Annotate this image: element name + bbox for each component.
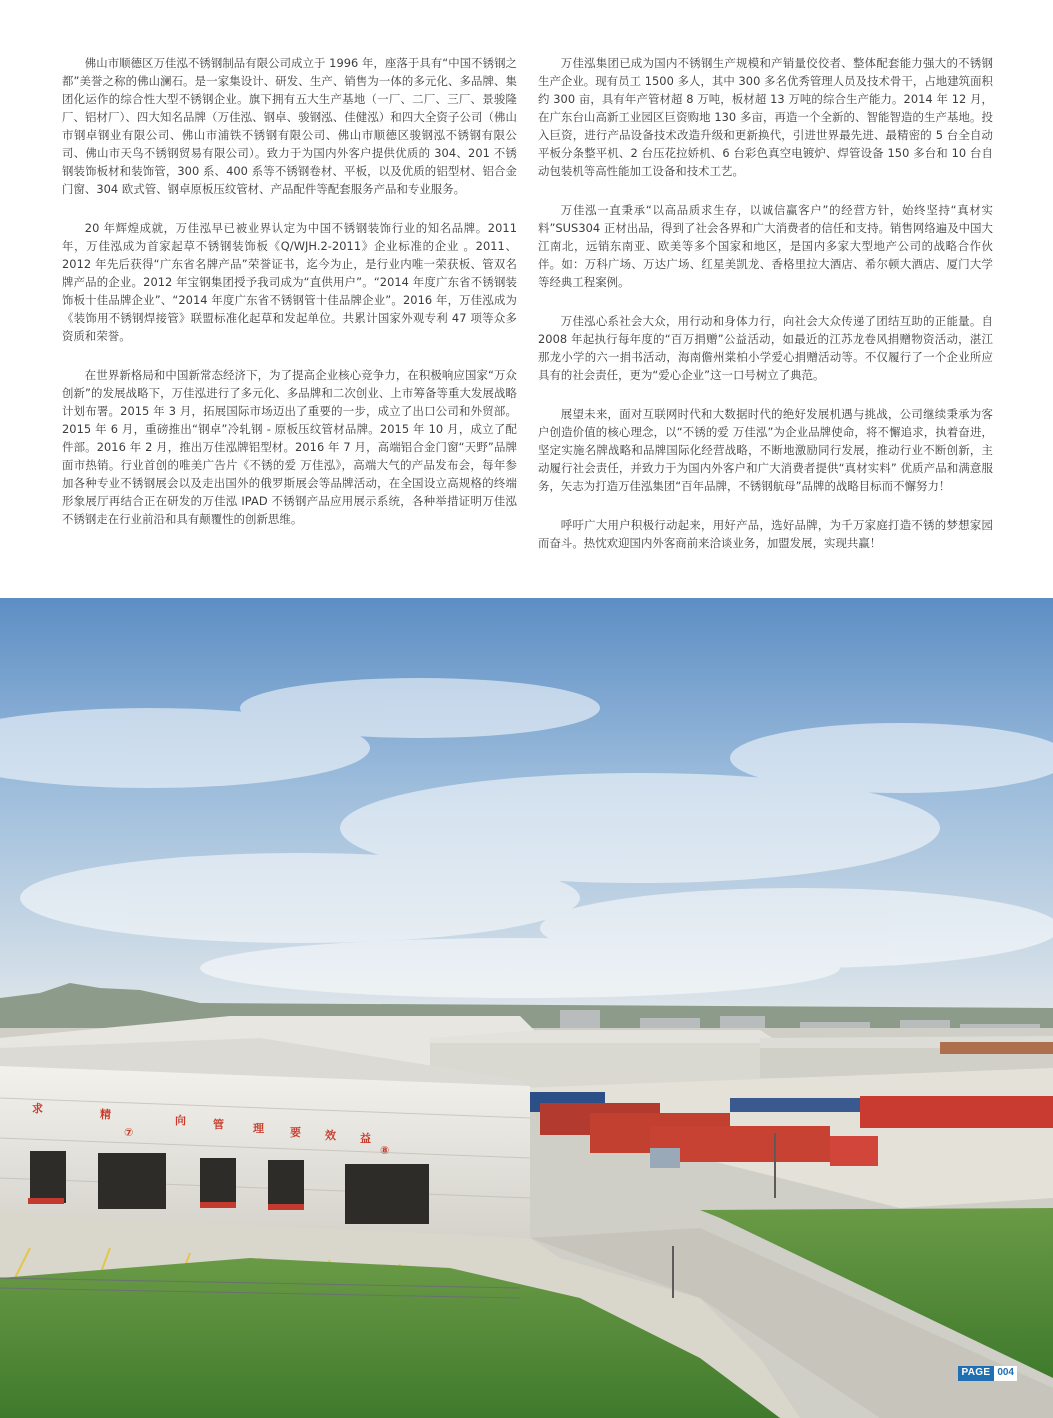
paragraph-charity: 万佳泓心系社会大众，用行动和身体力行，向社会大众传递了团结互助的正能量。自 2008 年起执行每年度的“百万捐赠”公益活动，如最近的江苏龙卷风捐赠物资活动，湛江那龙小学的六一捐书活动，海南儋州棠柏小学爱心捐赠活动等。不仅履行了一个企业所应具有的社会责任，更为“爱心企业”这一口号树立了典范。 [538, 314, 993, 382]
slogan-char: 益 [360, 1132, 371, 1145]
slogan-char: 效 [325, 1129, 336, 1142]
paragraph-intro: 佛山市顺德区万佳泓不锈钢制品有限公司成立于 1996 年，座落于具有“中国不锈钢之都”美誉之称的佛山澜石。是一家集设计、研发、生产、销售为一体的多元化、多品牌、集团化运作的综合性大型不锈钢企业。旗下拥有五大生产基地（一厂、二厂、三厂、景骏隆厂、铝材厂）、四大知名品牌（万佳泓、钢卓、骏钢泓、佳健泓）和四大全资子公司（佛山市钢卓钢业有限公司、佛山市浦铁不锈钢有限公司、佛山市顺德区骏钢泓不锈钢有限公司、佛山市天鸟不锈钢贸易有限公司）。致力于为国内外客户提供优质的 304、201 不锈钢装饰板材和装饰管，300 系、400 系等不锈钢卷材、平板，以及优质的铝型材、铝合金门窗、304 欧式管、钢卓原板压纹管材、产品配件等配套服务产品和专业服务。 [62, 56, 517, 196]
left-column [62, 54, 517, 549]
paragraph-strategy: 在世界新格局和中国新常态经济下，为了提高企业核心竞争力，在积极响应国家“万众创新”的发展战略下，万佳泓进行了多元化、多品牌和二次创业、上市筹备等重大发展战略计划布署。2015 年 3 月，拓展国际市场迈出了重要的一步，成立了出口公司和外贸部。2015 年 6 月，重磅推出“钢卓”冷轧钢 - 原板压纹管材品牌。2015 年 10 月，成立了配件部。2016 年 2 月，推出万佳泓牌铝型材。2016 年 7 月，高端铝合金门窗“天野”品牌面市热销。行业首创的唯美广告片《不锈的爱 万佳泓》，高端大气的产品发布会，每年参加各种专业不锈钢展会以及走出国外的俄罗斯展会等品牌活动，在全国设立高规格的终端形象展厅再结合正在研发的万佳泓 IPAD 不锈钢产品应用展示系统，各种举措证明万佳泓不锈钢走在行业前沿和具有颠覆性的创新思维。 [62, 368, 517, 526]
door-number: ⑦ [124, 1126, 134, 1139]
right-column [538, 54, 993, 573]
paragraph-achievements: 20 年辉煌成就，万佳泓早已被业界认定为中国不锈钢装饰行业的知名品牌。2011 年，万佳泓成为首家起草不锈钢装饰板《Q/WJH.2-2011》企业标准的企业 。2011、2012 年先后获得“广东省名牌产品”荣誉证书，迄今为止，是行业内唯一荣获板、管双名牌产品的企业。2012 年宝钢集团授予我司成为“直供用户”。“2014 年度广东省不锈钢装饰板十佳品牌企业”、“2014 年度广东省不锈钢管十佳品牌企业”。2016 年，万佳泓成为《装饰用不锈钢焊接管》联盟标准化起草和发起单位。共累计国家外观专利 47 项等众多资质和荣誉。 [62, 221, 517, 343]
page-label: PAGE [958, 1366, 995, 1381]
page-number: 004 [994, 1366, 1017, 1381]
slogan-char: 求 [32, 1102, 43, 1115]
paragraph-philosophy: 万佳泓一直秉承“以高品质求生存，以诚信赢客户”的经营方针，始终坚持“真材实料”SUS304 正材出品，得到了社会各界和广大消费者的信任和支持。销售网络遍及中国大江南北，远销东南亚、欧美等多个国家和地区，是国内多家大型地产公司的战略合作伙伴。如：万科广场、万达广场、红星美凯龙、香格里拉大酒店、希尔顿大酒店、厦门大学等经典工程案例。 [538, 203, 993, 289]
paragraph-outlook: 展望未来，面对互联网时代和大数据时代的绝好发展机遇与挑战，公司继续秉承为客户创造价值的核心理念，以“不锈的爱 万佳泓”为企业品牌使命，将不懈追求，执着奋进，坚定实施名牌战略和品牌国际化经营战略，不断地激励同行发展，推动行业不断创新，主动履行社会责任，并致力于为国内外客户和广大消费者提供“真材实料” 优质产品和满意服务，矢志为打造万佳泓集团“百年品牌，不锈钢航母”品牌的战略目标而不懈努力！ [538, 407, 993, 493]
factory-photo [0, 598, 1053, 1418]
slogan-char: 精 [100, 1108, 111, 1121]
slogan-char: 管 [213, 1118, 224, 1131]
slogan-char: 向 [175, 1114, 186, 1127]
door-number: ⑧ [380, 1144, 390, 1157]
paragraph-invitation: 呼吁广大用户积极行动起来，用好产品，选好品牌，为千万家庭打造不锈的梦想家园而奋斗。热忱欢迎国内外客商前来洽谈业务，加盟发展，实现共赢！ [538, 518, 993, 550]
page-number-badge [958, 1366, 1018, 1381]
slogan-char: 理 [253, 1122, 264, 1135]
paragraph-scale: 万佳泓集团已成为国内不锈钢生产规模和产销量佼佼者、整体配套能力强大的不锈钢生产企业。现有员工 1500 多人，其中 300 多名优秀管理人员及技术骨干，占地建筑面积约 300 亩，具有年产管材超 8 万吨，板材超 13 万吨的综合生产能力。2014 年 12 月，在广东台山高新工业园区巨资购地 130 多亩，再造一个全新的、智能智造的生产基地。投入巨资，进行产品设备技术改造升级和更新换代，引进世界最先进、最精密的 5 台全自动平板分条整平机、2 台压花拉娇机、6 台彩色真空电镀炉、焊管设备 150 多台和 10 台自动包装机等高性能加工设备和技术工艺。 [538, 56, 993, 178]
slogan-char: 要 [290, 1126, 301, 1139]
article-text [0, 0, 1053, 598]
